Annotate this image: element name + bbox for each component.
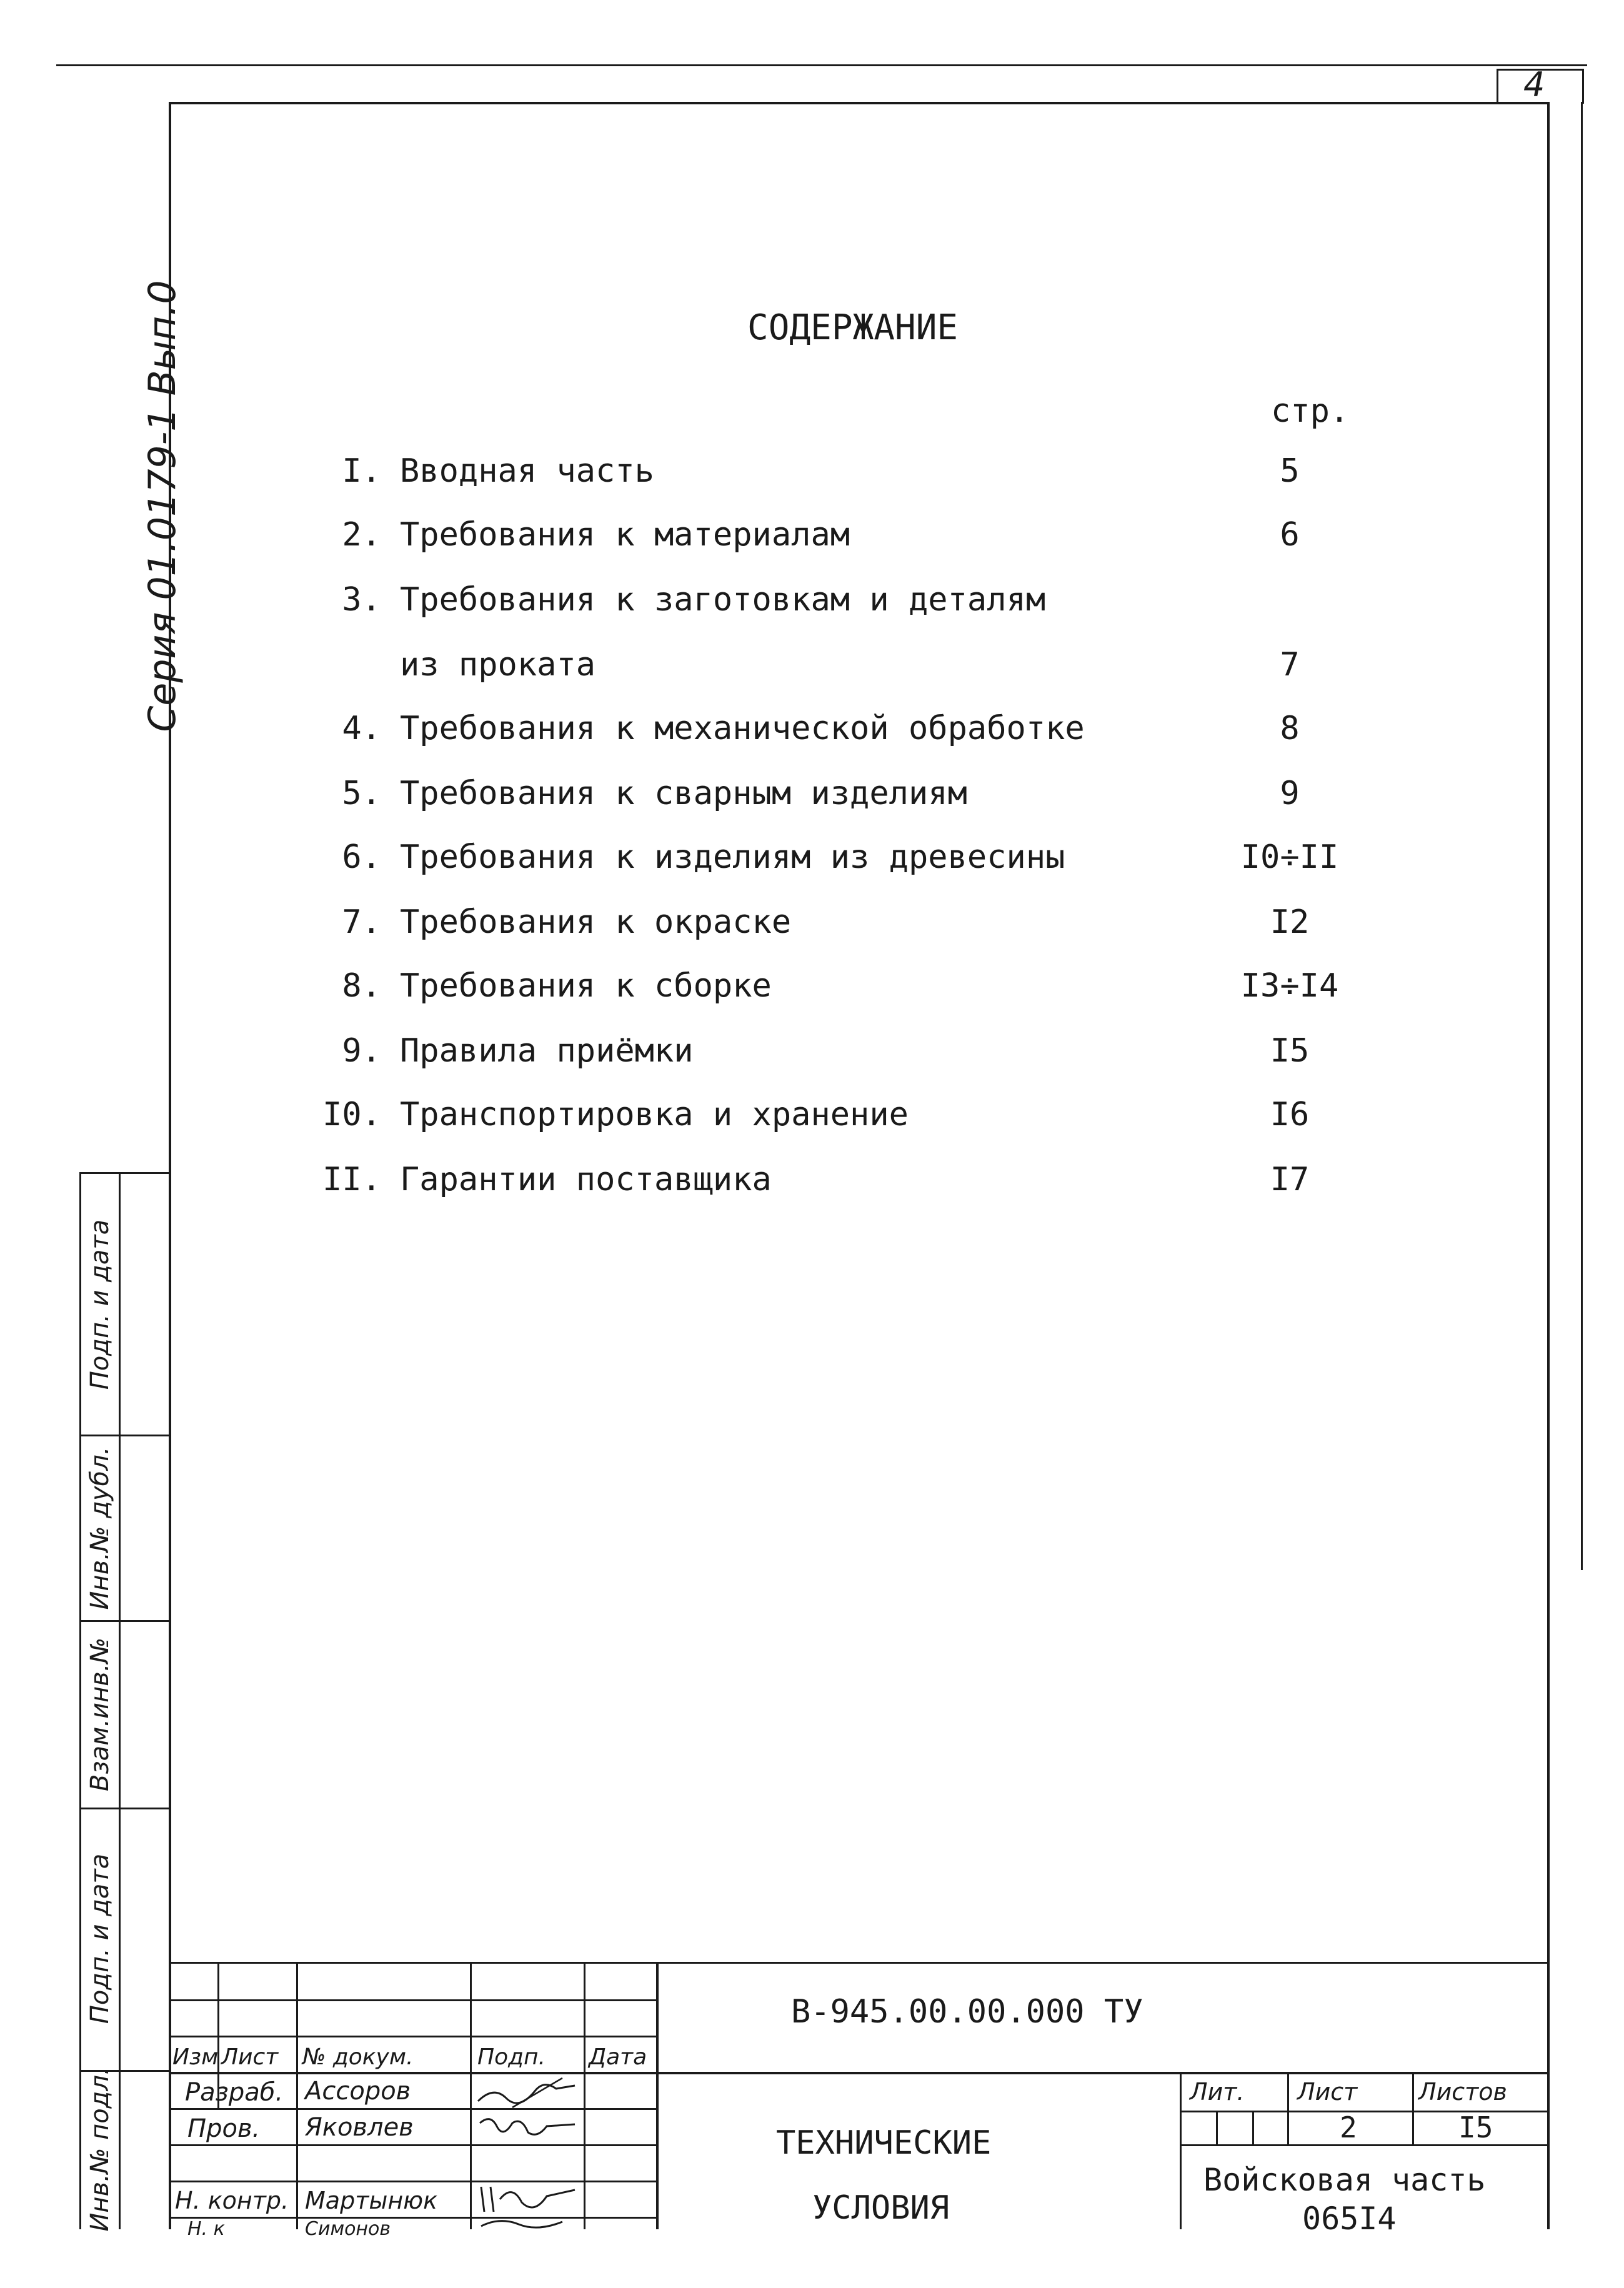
tb-list-col — [1287, 2072, 1289, 2146]
toc-item-page: I0÷II — [1240, 838, 1339, 876]
sheet-corner-number: 4 — [1523, 65, 1545, 104]
tb-role: Разраб. — [185, 2078, 284, 2107]
toc-item-number: 6. — [342, 838, 381, 876]
toc-item-number: I0. — [322, 1096, 381, 1133]
toc-item-page: I5 — [1270, 1032, 1310, 1070]
frame-right — [1547, 102, 1550, 2229]
toc-item-text: Вводная часть — [400, 452, 654, 490]
toc-item-number: 9. — [342, 1032, 381, 1070]
corner-box-left — [1497, 69, 1498, 104]
tb-doc-title-line1: ТЕХНИЧЕСКИЕ — [776, 2124, 992, 2162]
side-podp-data-bottom: Подп. и дата — [86, 1853, 114, 2024]
side-podp-data-top: Подп. и дата — [86, 1219, 114, 1390]
side-inv-podl: Инв.№ подл. — [86, 2067, 114, 2232]
tb-org-line1: Войсковая часть — [1203, 2162, 1486, 2198]
toc-item-text: Требования к изделиям из древесины — [400, 838, 1065, 876]
tb-col-line — [470, 1962, 472, 2229]
toc-item-text: Требования к механической обработке — [400, 710, 1085, 747]
tb-col-line — [584, 1962, 585, 2229]
tb-role: Н. к — [187, 2218, 225, 2240]
toc-item-number: 3. — [342, 581, 381, 619]
toc-item-text: Требования к сварным изделиям — [400, 775, 967, 812]
tb-lit-sub-col — [1216, 2111, 1218, 2146]
tb-org-line2: 065I4 — [1302, 2201, 1397, 2237]
frame-right-outer — [1581, 102, 1583, 1570]
tb-name: Ассоров — [305, 2077, 411, 2106]
toc-item-page: I6 — [1270, 1096, 1310, 1133]
toc-item-number: 7. — [342, 903, 381, 941]
toc-item-number: II. — [322, 1161, 381, 1198]
toc-item-number: 5. — [342, 775, 381, 812]
tb-col-line — [296, 1962, 298, 2229]
toc-item-page: I7 — [1270, 1161, 1310, 1198]
toc-page-header: стр. — [1271, 392, 1350, 430]
tb-header-podp: Подп. — [477, 2044, 545, 2070]
tb-top-line — [169, 1962, 1550, 1964]
top-border-line — [56, 64, 1587, 66]
tb-lit-label: Лит. — [1190, 2078, 1245, 2106]
tb-name: Мартынюк — [305, 2187, 438, 2214]
toc-item-page: 7 — [1280, 646, 1300, 684]
toc-item-text: Гарантии поставщика — [400, 1161, 772, 1198]
tb-header-izm: Изм — [172, 2044, 219, 2070]
toc-item-text: Транспортировка и хранение — [400, 1096, 909, 1133]
tb-right-divider — [1180, 2072, 1182, 2229]
tb-header-n-dokum: № докум. — [302, 2044, 414, 2070]
side-vzam-inv: Взам.инв.№ — [86, 1637, 114, 1792]
side-series-label: Серия 01.0179-1 Вып.0 — [141, 280, 184, 732]
toc-item-page: 5 — [1280, 452, 1300, 490]
tb-list-label: Лист — [1297, 2078, 1358, 2106]
frame-top — [169, 102, 1550, 104]
toc-item-text: Правила приёмки — [400, 1032, 694, 1070]
signature-icon — [475, 2217, 581, 2229]
tb-name: Симонов — [305, 2218, 391, 2240]
tb-name: Яковлев — [305, 2113, 414, 2142]
tb-header-list: Лист — [221, 2044, 279, 2070]
signature-icon — [475, 2073, 581, 2111]
side-inv-dubl: Инв.№ дубл. — [86, 1446, 114, 1610]
tb-lit-bottom-line — [1180, 2144, 1550, 2146]
toc-item-text: Требования к сборке — [400, 967, 772, 1005]
toc-item-number: 4. — [342, 710, 381, 747]
tb-doc-code: В-945.00.00.000 ТУ — [791, 1993, 1143, 2031]
toc-item-page: 9 — [1280, 775, 1300, 812]
toc-item-page: I3÷I4 — [1240, 967, 1339, 1005]
tb-list-value: 2 — [1340, 2111, 1357, 2144]
signature-icon — [475, 2111, 581, 2146]
tb-role: Пров. — [187, 2114, 261, 2143]
toc-item-text: Требования к окраске — [400, 903, 792, 941]
tb-lit-sub-line — [1180, 2111, 1550, 2112]
corner-box-right — [1582, 69, 1584, 104]
tb-header-line — [169, 2072, 1550, 2074]
tb-header-data: Дата — [589, 2044, 647, 2070]
toc-title: СОДЕРЖАНИЕ — [747, 307, 959, 348]
tb-listov-value: I5 — [1458, 2111, 1493, 2144]
toc-item-page: I2 — [1270, 903, 1310, 941]
toc-item-number: I. — [342, 452, 381, 490]
toc-item-text: Требования к заготовкам и деталям — [400, 581, 1046, 619]
tb-lit-sub-col — [1252, 2111, 1254, 2146]
toc-item-number: 8. — [342, 967, 381, 1005]
toc-item-page: 8 — [1280, 710, 1300, 747]
toc-item-page: 6 — [1280, 516, 1300, 554]
tb-listov-col — [1412, 2072, 1414, 2146]
toc-item-number: 2. — [342, 516, 381, 554]
tb-doc-title-line2: УСЛОВИЯ — [812, 2189, 950, 2227]
tb-listov-label: Листов — [1418, 2078, 1507, 2106]
tb-col-line — [656, 1962, 659, 2229]
toc-item-text-continued: из проката — [400, 646, 596, 684]
toc-item-text: Требования к материалам — [400, 516, 850, 554]
signature-icon — [475, 2181, 581, 2218]
tb-role: Н. контр. — [175, 2187, 289, 2214]
